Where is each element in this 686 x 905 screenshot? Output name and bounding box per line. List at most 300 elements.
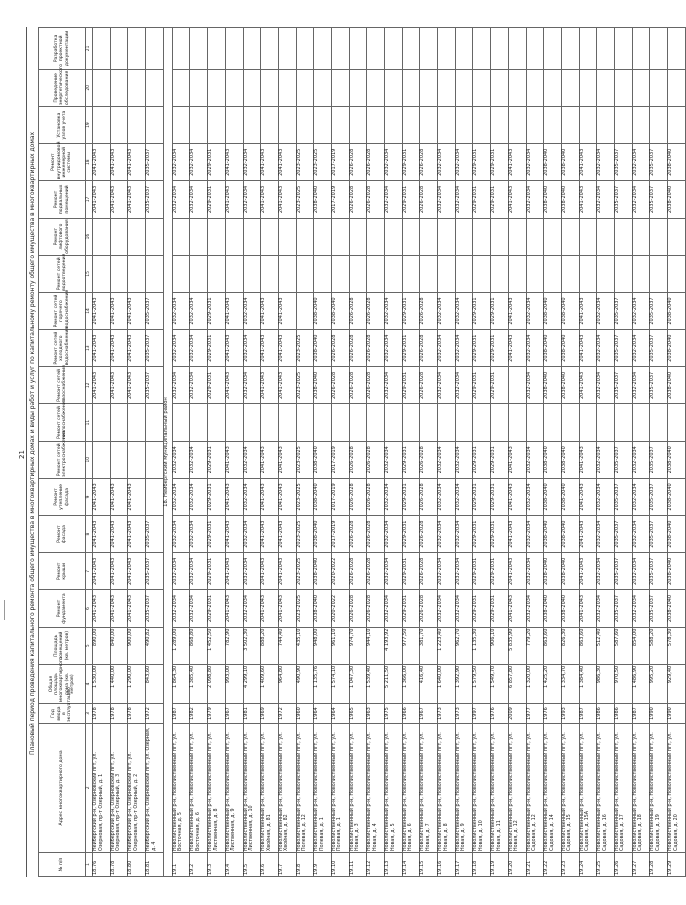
row-period-cell — [172, 255, 190, 292]
row-period-cell: 2032-2034 — [526, 367, 544, 404]
row-period-cell — [296, 292, 314, 329]
row-flat-area: 381,70 — [420, 627, 438, 664]
row-period-cell — [508, 28, 526, 70]
row-period-cell: 2041-2043 — [93, 330, 111, 367]
row-period-cell: 2032-2034 — [597, 181, 615, 218]
row-address: Нейбергский р-н, Озерновский пгт, ул. Озерновая, пр-т Озерный, д. 3 — [110, 723, 128, 852]
row-period-cell: 2032-2034 — [385, 590, 403, 627]
row-period-cell: 2032-2034 — [243, 478, 261, 515]
row-total-area: 964,80 — [278, 664, 296, 703]
row-address: Новолиственный р-н, Новолиственный пгт, ул. Новая, д. 5 — [385, 723, 403, 852]
table-row — [225, 28, 243, 877]
row-period-cell — [544, 69, 562, 106]
row-period-cell — [385, 255, 403, 292]
row-period-cell — [261, 106, 279, 143]
table-row — [93, 28, 111, 877]
row-period-cell — [172, 69, 190, 106]
row-flat-area: 977,50 — [402, 627, 420, 664]
row-period-cell — [579, 218, 597, 255]
column-number: 10 — [86, 441, 93, 478]
row-number: 19.29 — [668, 852, 686, 876]
row-period-cell: 2041-2043 — [93, 553, 111, 590]
row-period-cell — [632, 28, 650, 70]
row-period-cell: 2029-2031 — [473, 553, 491, 590]
row-period-cell: 2017-2019 — [331, 441, 349, 478]
row-number: 19.8 — [296, 852, 314, 876]
row-year: 1978 — [110, 704, 128, 724]
table-row — [367, 28, 385, 877]
row-period-cell: 2029-2031 — [491, 144, 509, 181]
column-header: Общая площадь многоквартирного дома (кв. метров) — [39, 664, 86, 703]
row-period-cell: 2041-2043 — [128, 590, 146, 627]
column-header: Ремонт внутридомовой инженерной системы — [39, 144, 86, 181]
row-period-cell: 2032-2034 — [438, 144, 456, 181]
row-period-cell: 2032-2034 — [632, 181, 650, 218]
row-period-cell: 2041-2043 — [261, 330, 279, 367]
row-period-cell: 2041-2043 — [225, 181, 243, 218]
row-period-cell: 2032-2034 — [190, 330, 208, 367]
row-period-cell: 2038-2040 — [544, 478, 562, 515]
row-period-cell: 2032-2034 — [190, 590, 208, 627]
row-total-area: 1 047,30 — [349, 664, 367, 703]
row-period-cell — [385, 28, 403, 70]
row-period-cell — [402, 106, 420, 143]
row-period-cell: 2035-2037 — [146, 367, 164, 404]
row-period-cell — [261, 404, 279, 441]
row-period-cell: 2041-2043 — [225, 144, 243, 181]
row-period-cell — [668, 28, 686, 70]
row-period-cell: 2032-2034 — [526, 478, 544, 515]
row-address: Новолиственный р-н, Новолиственный пгт, ул. Хвойная, д. 81 — [261, 723, 279, 852]
row-period-cell: 2035-2037 — [146, 330, 164, 367]
row-period-cell — [93, 69, 111, 106]
row-period-cell: 2038-2040 — [314, 478, 332, 515]
row-total-area: 1 579,50 — [473, 664, 491, 703]
row-period-cell: 2032-2034 — [455, 441, 473, 478]
row-period-cell: 2026-2028 — [367, 292, 385, 329]
row-period-cell: 2032-2034 — [438, 181, 456, 218]
row-period-cell: 2032-2034 — [385, 181, 403, 218]
row-period-cell: 2032-2034 — [190, 367, 208, 404]
row-address: Новолиственный р-н, Новолиственный пгт, ул. Садовая, д. 15 — [561, 723, 579, 852]
row-period-cell — [473, 69, 491, 106]
row-address: Новолиственный р-н, Новолиственный пгт, ул. Новая, д. 8 — [438, 723, 456, 852]
row-period-cell: 2038-2040 — [544, 516, 562, 553]
row-total-area: 2 098,80 — [208, 664, 226, 703]
row-period-cell: 2032-2034 — [526, 441, 544, 478]
row-period-cell: 2032-2034 — [597, 367, 615, 404]
row-period-cell — [128, 69, 146, 106]
row-period-cell — [579, 69, 597, 106]
row-period-cell: 2041-2043 — [128, 292, 146, 329]
row-period-cell: 2041-2043 — [261, 516, 279, 553]
row-period-cell — [614, 28, 632, 70]
row-period-cell: 2023-2025 — [296, 590, 314, 627]
row-address: Новолиственный р-н, Новолиственный пгт, ул. Восточная, д. 5 — [172, 723, 190, 852]
row-period-cell: 2029-2031 — [491, 330, 509, 367]
row-period-cell: 2038-2040 — [331, 292, 349, 329]
row-flat-area: 1 289,00 — [172, 627, 190, 664]
row-period-cell: 2032-2034 — [172, 553, 190, 590]
row-period-cell: 2026-2028 — [420, 441, 438, 478]
row-total-area: 993,00 — [225, 664, 243, 703]
row-period-cell: 2032-2034 — [385, 367, 403, 404]
row-period-cell — [579, 106, 597, 143]
row-period-cell: 2041-2043 — [508, 144, 526, 181]
row-flat-area: 578,30 — [668, 627, 686, 664]
column-number: 15 — [86, 255, 93, 292]
row-period-cell: 2023-2025 — [296, 553, 314, 590]
table-row — [579, 28, 597, 877]
row-period-cell: 2032-2034 — [438, 441, 456, 478]
row-period-cell: 2032-2034 — [632, 367, 650, 404]
row-period-cell: 2029-2031 — [473, 478, 491, 515]
row-period-cell — [314, 106, 332, 143]
row-period-cell — [208, 69, 226, 106]
row-year: 1987 — [172, 704, 190, 724]
row-number: 19.16 — [438, 852, 456, 876]
row-address: Новолиственный р-н, Новолиственный пгт, ул. Лиственная, д. 8 — [208, 723, 226, 852]
row-period-cell: 2029-2031 — [491, 590, 509, 627]
row-period-cell: 2032-2034 — [190, 181, 208, 218]
column-header: Ремонт фасада — [39, 516, 86, 553]
row-year: 1963 — [367, 704, 385, 724]
column-number: 2 — [86, 723, 93, 852]
column-header: Ремонт сетей теплоснабжения — [39, 404, 86, 441]
row-period-cell: 2041-2043 — [128, 478, 146, 515]
column-number: 16 — [86, 218, 93, 255]
row-number: 19.12 — [367, 852, 385, 876]
row-period-cell — [331, 69, 349, 106]
row-period-cell — [146, 106, 164, 143]
row-period-cell — [632, 69, 650, 106]
row-period-cell: 2032-2034 — [385, 516, 403, 553]
row-flat-area: 900,00 — [128, 627, 146, 664]
row-period-cell — [632, 218, 650, 255]
row-period-cell: 2032-2034 — [243, 367, 261, 404]
row-period-cell — [225, 28, 243, 70]
row-address: Новолиственный р-н, Новолиственный пгт, ул. Садовая, д. 20 — [668, 723, 686, 852]
row-total-area: 1 384,40 — [579, 664, 597, 703]
row-period-cell: 2041-2043 — [261, 478, 279, 515]
row-period-cell: 2035-2037 — [614, 553, 632, 590]
row-period-cell: 2032-2034 — [172, 292, 190, 329]
row-period-cell: 2029-2031 — [473, 144, 491, 181]
row-period-cell: 2032-2034 — [385, 144, 403, 181]
row-total-area: 1 409,60 — [261, 664, 279, 703]
row-period-cell: 2041-2043 — [579, 590, 597, 627]
row-address: Новолиственный р-н, Новолиственный пгт, ул. Новая, д. 7 — [420, 723, 438, 852]
row-period-cell — [526, 404, 544, 441]
row-period-cell: 2032-2034 — [243, 292, 261, 329]
row-period-cell: 2026-2028 — [420, 478, 438, 515]
row-period-cell: 2041-2043 — [225, 367, 243, 404]
row-period-cell — [367, 218, 385, 255]
row-period-cell: 2026-2028 — [349, 516, 367, 553]
row-period-cell: 2029-2031 — [473, 292, 491, 329]
row-period-cell: 2029-2031 — [208, 590, 226, 627]
row-period-cell: 2032-2034 — [385, 478, 403, 515]
row-period-cell — [385, 404, 403, 441]
row-period-cell: 2041-2043 — [278, 330, 296, 367]
row-period-cell — [402, 255, 420, 292]
row-address: Новолиственный р-н, Новолиственный пгт, ул. Садовая, д. 15А — [579, 723, 597, 852]
column-header: Ремонт сетей холодного водоснабжения — [39, 330, 86, 367]
row-period-cell — [261, 28, 279, 70]
row-period-cell: 2032-2034 — [632, 478, 650, 515]
table-row — [473, 28, 491, 877]
row-period-cell: 2032-2034 — [455, 330, 473, 367]
row-year: 1967 — [420, 704, 438, 724]
row-total-area: 1 425,20 — [544, 664, 562, 703]
row-address: Новолиственный р-н, Новолиственный пгт, ул. Новая, д. 12 — [508, 723, 526, 852]
row-period-cell: 2029-2031 — [208, 330, 226, 367]
row-period-cell: 2041-2043 — [261, 553, 279, 590]
row-number: 19.10 — [331, 852, 349, 876]
row-period-cell — [367, 28, 385, 70]
row-period-cell: 2017-2019 — [331, 181, 349, 218]
row-period-cell: 2038-2040 — [544, 292, 562, 329]
row-period-cell: 2041-2043 — [278, 478, 296, 515]
row-period-cell: 2038-2040 — [544, 553, 562, 590]
row-period-cell: 2041-2043 — [508, 516, 526, 553]
row-year: 1966 — [402, 704, 420, 724]
row-period-cell: 2029-2031 — [491, 478, 509, 515]
table-row — [128, 28, 146, 877]
row-period-cell: 2041-2043 — [579, 553, 597, 590]
column-number: 21 — [86, 28, 93, 70]
column-number: 6 — [86, 590, 93, 627]
row-flat-area: 744,40 — [278, 627, 296, 664]
row-period-cell — [632, 106, 650, 143]
row-period-cell — [650, 28, 668, 70]
row-period-cell: 2041-2043 — [579, 181, 597, 218]
row-period-cell: 2029-2031 — [491, 441, 509, 478]
row-period-cell — [491, 255, 509, 292]
row-year: 1972 — [146, 704, 164, 724]
row-period-cell — [146, 69, 164, 106]
row-period-cell — [544, 255, 562, 292]
row-period-cell: 2026-2028 — [367, 367, 385, 404]
row-period-cell — [243, 218, 261, 255]
row-period-cell: 2026-2028 — [367, 144, 385, 181]
row-period-cell: 2035-2037 — [650, 478, 668, 515]
row-period-cell — [473, 28, 491, 70]
row-period-cell: 2029-2031 — [491, 181, 509, 218]
row-period-cell: 2041-2043 — [225, 553, 243, 590]
table-row — [331, 28, 349, 877]
row-period-cell: 2023-2025 — [296, 516, 314, 553]
row-period-cell: 2041-2043 — [110, 590, 128, 627]
row-year: 1982 — [190, 704, 208, 724]
row-number: 19.13 — [385, 852, 403, 876]
row-period-cell — [650, 106, 668, 143]
row-period-cell: 2041-2043 — [93, 367, 111, 404]
table-row — [614, 28, 632, 877]
row-flat-area: 782,90 — [225, 627, 243, 664]
row-period-cell — [650, 69, 668, 106]
row-period-cell — [146, 28, 164, 70]
row-address: Новолиственный р-н, Новолиственный пгт, ул. Новая, д. 6 — [402, 723, 420, 852]
row-period-cell: 2032-2034 — [455, 181, 473, 218]
column-number: 17 — [86, 181, 93, 218]
row-period-cell — [331, 106, 349, 143]
row-flat-area: 868,80 — [190, 627, 208, 664]
row-period-cell: 2035-2037 — [146, 181, 164, 218]
row-period-cell: 2032-2034 — [632, 144, 650, 181]
row-total-area: 1 392,90 — [455, 664, 473, 703]
column-number: 3 — [86, 704, 93, 724]
row-period-cell: 2029-2031 — [208, 181, 226, 218]
row-period-cell: 2032-2034 — [526, 181, 544, 218]
row-period-cell — [508, 218, 526, 255]
row-period-cell: 2032-2034 — [243, 181, 261, 218]
row-period-cell: 2041-2043 — [128, 330, 146, 367]
row-flat-area: 512,40 — [597, 627, 615, 664]
row-period-cell — [614, 255, 632, 292]
row-period-cell — [438, 404, 456, 441]
row-period-cell: 2020-2022 — [331, 590, 349, 627]
row-address: Новолиственный р-н, Новолиственный пгт, ул. Лиственная, д. 10 — [243, 723, 261, 852]
row-period-cell: 2026-2028 — [349, 553, 367, 590]
row-period-cell — [367, 404, 385, 441]
row-period-cell: 2032-2034 — [172, 441, 190, 478]
row-period-cell — [473, 255, 491, 292]
row-period-cell: 2026-2028 — [420, 181, 438, 218]
table-row — [172, 28, 190, 877]
column-header: Разработка проектной документации — [39, 28, 86, 70]
row-number: 19.9 — [314, 852, 332, 876]
table-row — [349, 28, 367, 877]
column-header: Ремонт сетей электроснабжения — [39, 441, 86, 478]
table-row — [597, 28, 615, 877]
row-period-cell — [172, 106, 190, 143]
row-period-cell: 2032-2034 — [455, 144, 473, 181]
row-period-cell: 2038-2040 — [314, 367, 332, 404]
column-number: 7 — [86, 553, 93, 590]
row-period-cell: 2041-2043 — [579, 292, 597, 329]
row-period-cell: 2035-2037 — [650, 516, 668, 553]
row-period-cell: 2038-2040 — [544, 367, 562, 404]
row-period-cell: 2041-2043 — [579, 516, 597, 553]
row-period-cell: 2041-2043 — [128, 367, 146, 404]
row-period-cell: 2041-2043 — [579, 144, 597, 181]
row-period-cell: 2029-2031 — [208, 516, 226, 553]
row-period-cell — [420, 255, 438, 292]
row-period-cell: 2032-2034 — [632, 292, 650, 329]
row-period-cell: 2038-2040 — [314, 516, 332, 553]
row-period-cell — [243, 106, 261, 143]
row-year: 1977 — [526, 704, 544, 724]
row-address: Новолиственный р-н, Новолиственный пгт, ул. Новая, д. 9 — [455, 723, 473, 852]
row-period-cell — [278, 404, 296, 441]
row-period-cell: 2026-2028 — [349, 144, 367, 181]
row-period-cell: 2035-2037 — [614, 292, 632, 329]
row-period-cell: 2038-2040 — [561, 441, 579, 478]
row-flat-area: 961,10 — [331, 627, 349, 664]
row-period-cell — [314, 255, 332, 292]
row-period-cell: 2032-2034 — [455, 478, 473, 515]
row-flat-area: 974,70 — [349, 627, 367, 664]
row-period-cell — [110, 255, 128, 292]
row-address: Нейбергский р-н, Озерновский пгт, ул. Озерновая, пр-т Озерный, д. 2 — [128, 723, 146, 852]
row-period-cell: 2035-2037 — [146, 516, 164, 553]
row-period-cell: 2041-2043 — [225, 478, 243, 515]
row-period-cell: 2041-2043 — [579, 441, 597, 478]
row-period-cell: 2038-2040 — [544, 590, 562, 627]
row-period-cell: 2035-2037 — [614, 330, 632, 367]
row-period-cell — [331, 28, 349, 70]
row-address: Новолиственный р-н, Новолиственный пгт, ул. Садовая, д. 17 — [614, 723, 632, 852]
row-period-cell: 2041-2043 — [508, 292, 526, 329]
row-period-cell: 2029-2031 — [402, 478, 420, 515]
row-total-area: 995,20 — [650, 664, 668, 703]
row-year: 1993 — [561, 704, 579, 724]
row-period-cell: 2038-2040 — [544, 181, 562, 218]
row-number: 19.28 — [650, 852, 668, 876]
row-period-cell: 2029-2031 — [402, 181, 420, 218]
column-header: Ремонт сетей горячего водоснабжения — [39, 292, 86, 329]
column-number: 1 — [86, 852, 93, 876]
row-address: Новолиственный р-н, Новолиственный пгт, ул. Полевая, д. 1 — [331, 723, 349, 852]
row-address: Новолиственный р-н, Новолиственный пгт, ул. Садовая, д. 12 — [526, 723, 544, 852]
row-period-cell: 2029-2031 — [208, 367, 226, 404]
row-period-cell: 2032-2034 — [526, 553, 544, 590]
row-period-cell: 2038-2040 — [314, 553, 332, 590]
row-period-cell — [491, 28, 509, 70]
row-period-cell: 2041-2043 — [110, 144, 128, 181]
row-period-cell — [296, 218, 314, 255]
row-period-cell: 2041-2043 — [579, 367, 597, 404]
row-number: 19.20 — [508, 852, 526, 876]
row-period-cell: 2041-2043 — [278, 590, 296, 627]
row-period-cell: 2032-2034 — [438, 516, 456, 553]
row-period-cell: 2026-2028 — [349, 181, 367, 218]
row-year: 1965 — [349, 704, 367, 724]
row-year: 1967 — [225, 704, 243, 724]
row-number: 18.80 — [128, 852, 146, 876]
row-total-area: 1 864,30 — [172, 664, 190, 703]
row-period-cell: 2026-2028 — [349, 441, 367, 478]
row-period-cell: 2026-2028 — [420, 367, 438, 404]
row-period-cell — [561, 28, 579, 70]
row-total-area: 1 290,00 — [128, 664, 146, 703]
row-period-cell: 2026-2028 — [420, 516, 438, 553]
row-address: Новолиственный р-н, Новолиственный пгт, ул. Садовая, д. 18 — [632, 723, 650, 852]
row-year: 1978 — [93, 704, 111, 724]
row-period-cell: 2041-2043 — [93, 516, 111, 553]
column-header: Площадь помещений (кв. метров) — [39, 627, 86, 664]
row-period-cell: 2029-2031 — [473, 516, 491, 553]
row-period-cell: 2041-2043 — [225, 516, 243, 553]
row-period-cell — [508, 69, 526, 106]
row-period-cell: 2038-2040 — [544, 144, 562, 181]
row-period-cell — [508, 367, 526, 404]
row-period-cell: 2032-2034 — [438, 478, 456, 515]
row-period-cell — [491, 404, 509, 441]
row-period-cell — [93, 255, 111, 292]
row-year: 1997 — [473, 704, 491, 724]
row-period-cell: 2032-2034 — [526, 516, 544, 553]
row-period-cell — [314, 404, 332, 441]
row-address: Новолиственный р-н, Новолиственный пгт, ул. Садовая, д. 16 — [597, 723, 615, 852]
row-year: 1981 — [243, 704, 261, 724]
row-period-cell: 2032-2034 — [632, 553, 650, 590]
row-year: 1960 — [296, 704, 314, 724]
row-period-cell — [420, 28, 438, 70]
row-period-cell — [278, 106, 296, 143]
row-period-cell: 2026-2028 — [367, 441, 385, 478]
